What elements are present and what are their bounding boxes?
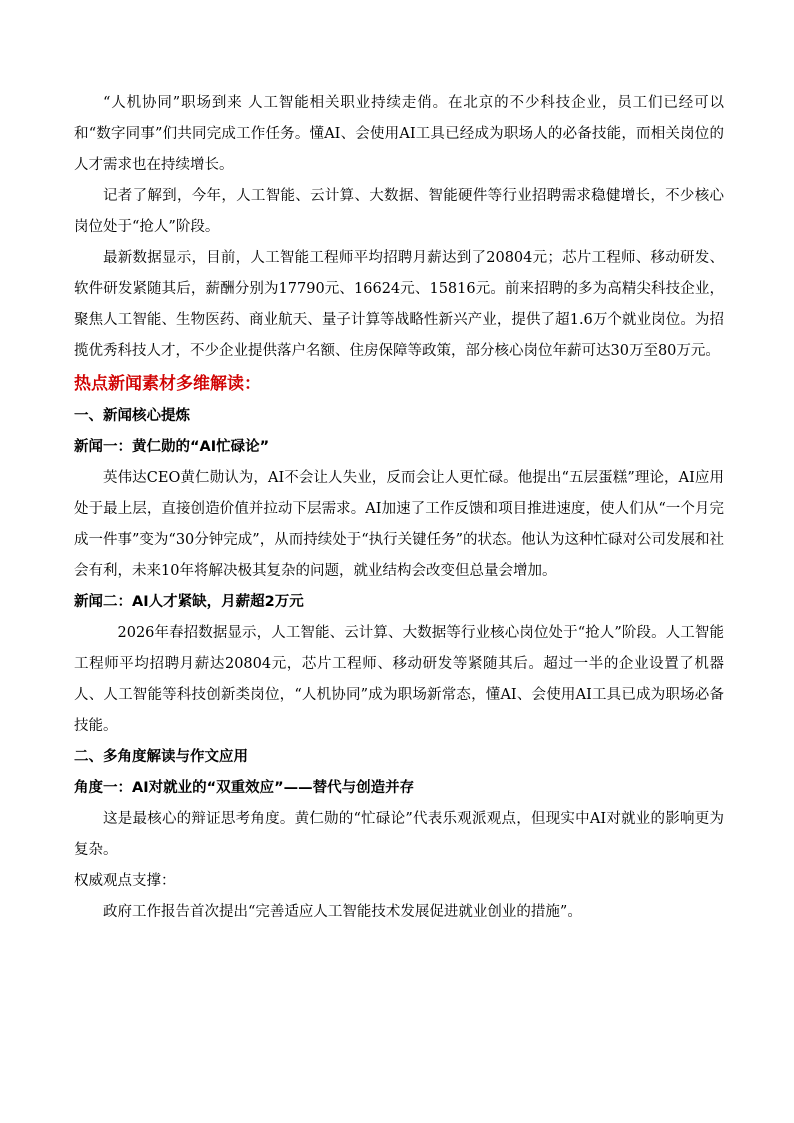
intro-paragraph-1: “人机协同”职场到来 人工智能相关职业持续走俏。在北京的不少科技企业，员工们已经可以和“数字同事”们共同完成工作任务。懂AI、会使用AI工具已经成为职场人的必备技能，而相关岗位的人才需求也在持续增长。 bbox=[74, 95, 724, 173]
intro-paragraph-3: 最新数据显示，目前，人工智能工程师平均招聘月薪达到了20804元；芯片工程师、移动研发、软件研发紧随其后，薪酬分别为17790元、16624元、15816元。前来招聘的多为高精尖科技企业，聚焦人工智能、生物医药、商业航天、量子计算等战略性新兴产业，提供了超1.6万个就业岗位。为招揽优秀科技人才，不少企业提供落户名额、住房保障等政策，部分核心岗位年薪可达30万至80万元。 bbox=[74, 250, 724, 359]
news-1-title: 新闻一：黄仁勋的“AI忙碌论” bbox=[74, 439, 270, 455]
authority-body: 政府工作报告首次提出“完善适应人工智能技术发展促进就业创业的措施”。 bbox=[103, 904, 582, 920]
angle-1-body: 这是最核心的辩证思考角度。黄仁勋的“忙碌论”代表乐观派观点，但现实中AI对就业的影响更为复杂。 bbox=[74, 811, 724, 858]
news-2-body: 2026年春招数据显示，人工智能、云计算、大数据等行业核心岗位处于“抢人”阶段。人工智能工程师平均招聘月薪达20804元，芯片工程师、移动研发等紧随其后。超过一半的企业设置了机器人、人工智能等科技创新类岗位，“人机协同”成为职场新常态，懂AI、会使用AI工具已成为职场必备技能。 bbox=[74, 625, 724, 734]
news-2-title: 新闻二：AI人才紧缺，月薪超2万元 bbox=[74, 594, 304, 610]
intro-paragraph-2: 记者了解到，今年，人工智能、云计算、大数据、智能硬件等行业招聘需求稳健增长，不少核心岗位处于“抢人”阶段。 bbox=[74, 188, 724, 235]
news-1-body: 英伟达CEO黄仁勋认为，AI不会让人失业，反而会让人更忙碌。他提出“五层蛋糕”理论，AI应用处于最上层，直接创造价值并拉动下层需求。AI加速了工作反馈和项目推进速度，使人们从“一个月完成一件事”变为“30分钟完成”，从而持续处于“执行关键任务”的状态。他认为这种忙碌对公司发展和社会有利，未来10年将解决极其复杂的问题，就业结构会改变但总量会增加。 bbox=[74, 470, 725, 579]
section-2-heading: 二、多角度解读与作文应用 bbox=[74, 749, 248, 765]
authority-label: 权威观点支撑： bbox=[74, 873, 176, 889]
document-body bbox=[74, 88, 724, 928]
section-1-heading: 一、新闻核心提炼 bbox=[74, 408, 190, 424]
hot-news-heading: 热点新闻素材多维解读： bbox=[74, 374, 261, 394]
angle-1-title: 角度一：AI对就业的“双重效应”——替代与创造并存 bbox=[74, 780, 415, 796]
